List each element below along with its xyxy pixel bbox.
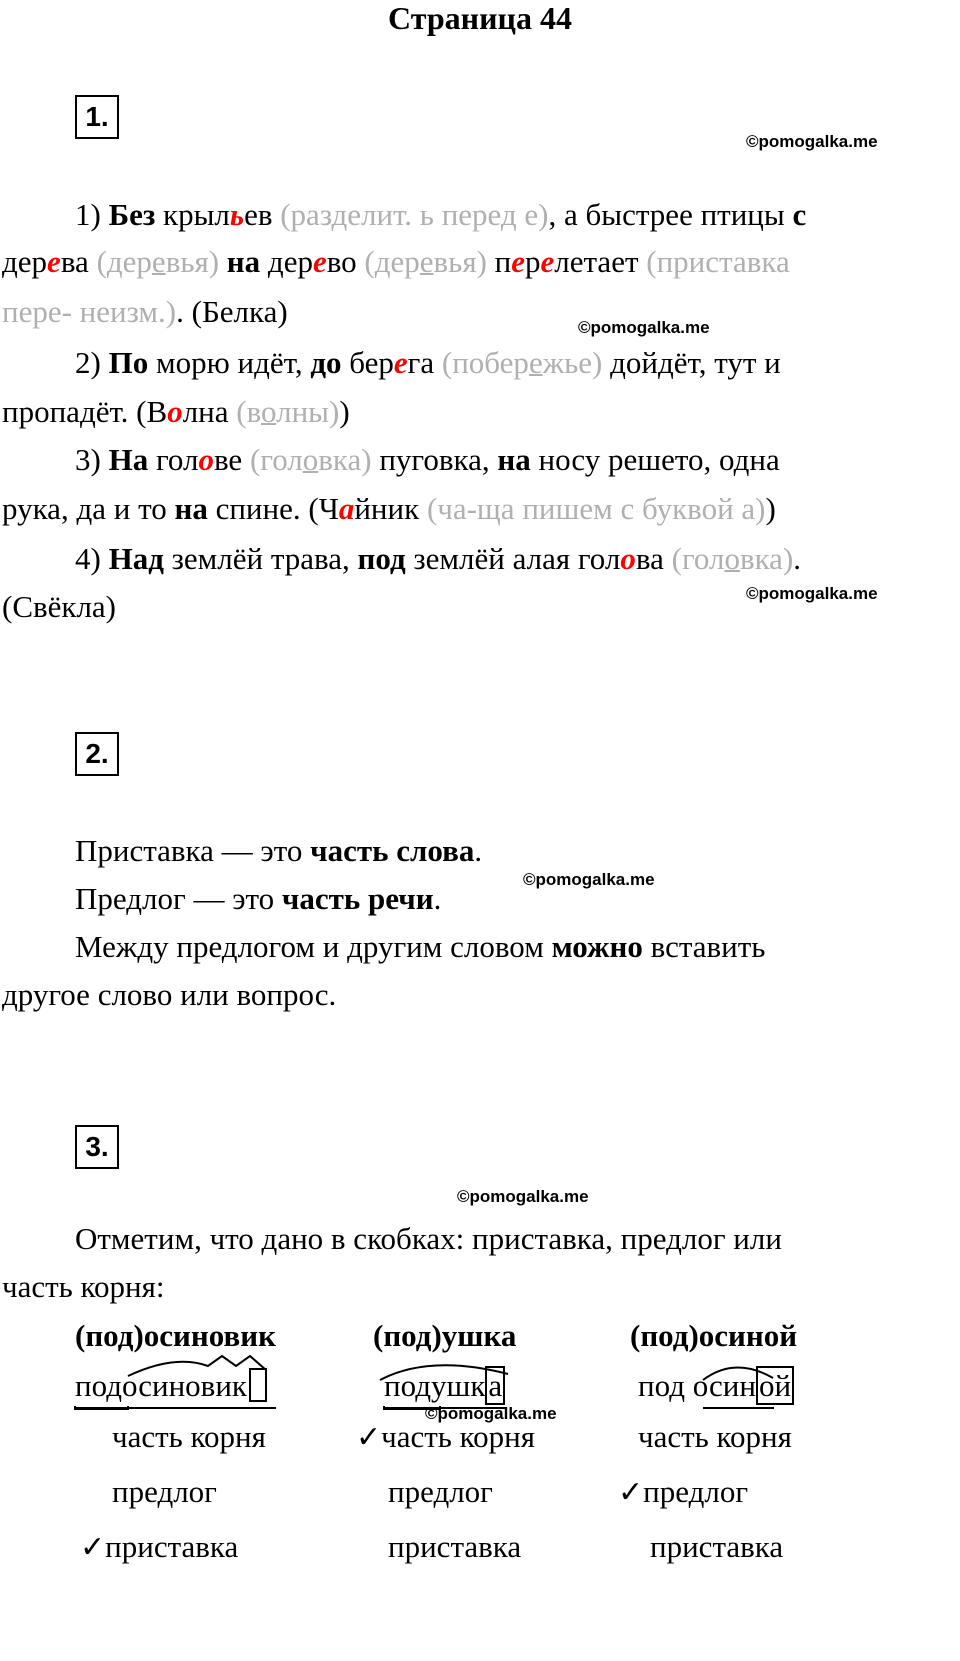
check-mark-icon: ✓ bbox=[356, 1420, 382, 1455]
riddle-4-line-2: (Свёкла) bbox=[2, 589, 117, 624]
root-arc bbox=[128, 1356, 266, 1376]
option-part-of-root: часть корня bbox=[638, 1419, 792, 1454]
root-arc bbox=[380, 1365, 508, 1380]
word-heading: (под)ушка bbox=[373, 1318, 517, 1353]
option-prefix-checked: ✓приставка bbox=[80, 1529, 239, 1565]
task3-intro-line-1: Отметим, что дано в скобках: приставка, предлог или bbox=[75, 1221, 782, 1256]
watermark: ©pomogalka.me bbox=[457, 1187, 589, 1206]
word-analysis-podosinovik: подосиновик bbox=[75, 1368, 267, 1404]
statement-3-line-2: другое слово или вопрос. bbox=[2, 977, 337, 1012]
task-number-1: 1. bbox=[75, 95, 119, 139]
option-prefix: приставка bbox=[650, 1529, 784, 1564]
option-preposition: предлог bbox=[388, 1474, 493, 1509]
riddle-1-line-3: пере- неизм.). (Белка) bbox=[2, 294, 288, 329]
riddle-1-line-1: 1) Без крыльев (разделит. ь перед е), а быстрее птицы с bbox=[75, 197, 807, 232]
option-part-of-root: часть корня bbox=[112, 1419, 266, 1454]
morpheme-marks bbox=[0, 1350, 960, 1410]
check-mark-icon: ✓ bbox=[618, 1475, 644, 1510]
riddle-4-line-1: 4) Над землёй трава, под землёй алая голова (головка). bbox=[75, 541, 802, 576]
word-analysis-pod-osinoy: под осиной bbox=[638, 1368, 794, 1404]
word-heading: (под)осиной bbox=[630, 1318, 798, 1353]
watermark: ©pomogalka.me bbox=[523, 870, 655, 889]
statement-1: Приставка — это часть слова. bbox=[75, 833, 483, 868]
riddle-3-line-2: рука, да и то на спине. (Чайник (ча-ща пишем с буквой а)) bbox=[2, 491, 776, 526]
page-title: Страница 44 bbox=[388, 0, 572, 36]
riddle-2-line-2: пропадёт. (Волна (волны)) bbox=[2, 394, 350, 429]
task-number-3: 3. bbox=[75, 1125, 119, 1169]
riddle-1-line-2: дерева (деревья) на дерево (деревья) перелетает (приставка bbox=[2, 244, 790, 279]
option-part-of-root-checked: ✓часть корня bbox=[356, 1419, 536, 1455]
watermark: ©pomogalka.me bbox=[746, 584, 878, 603]
watermark: ©pomogalka.me bbox=[578, 318, 710, 337]
statement-2: Предлог — это часть речи. bbox=[75, 881, 442, 916]
riddle-3-line-1: 3) На голове (головка) пуговка, на носу решето, одна bbox=[75, 442, 780, 477]
root-arc bbox=[703, 1367, 773, 1380]
word-heading: (под)осиновик bbox=[75, 1318, 276, 1353]
watermark: ©pomogalka.me bbox=[425, 1404, 557, 1423]
option-prefix: приставка bbox=[388, 1529, 522, 1564]
word-analysis-podushka: подушка bbox=[384, 1368, 505, 1404]
riddle-2-line-1: 2) По морю идёт, до берега (побережье) дойдёт, тут и bbox=[75, 345, 781, 380]
statement-3-line-1: Между предлогом и другим словом можно вставить bbox=[75, 929, 766, 964]
option-preposition-checked: ✓предлог bbox=[618, 1474, 749, 1510]
task-number-2: 2. bbox=[75, 732, 119, 776]
task3-intro-line-2: часть корня: bbox=[2, 1269, 165, 1304]
option-preposition: предлог bbox=[112, 1474, 217, 1509]
watermark: ©pomogalka.me bbox=[746, 132, 878, 151]
check-mark-icon: ✓ bbox=[80, 1530, 106, 1565]
